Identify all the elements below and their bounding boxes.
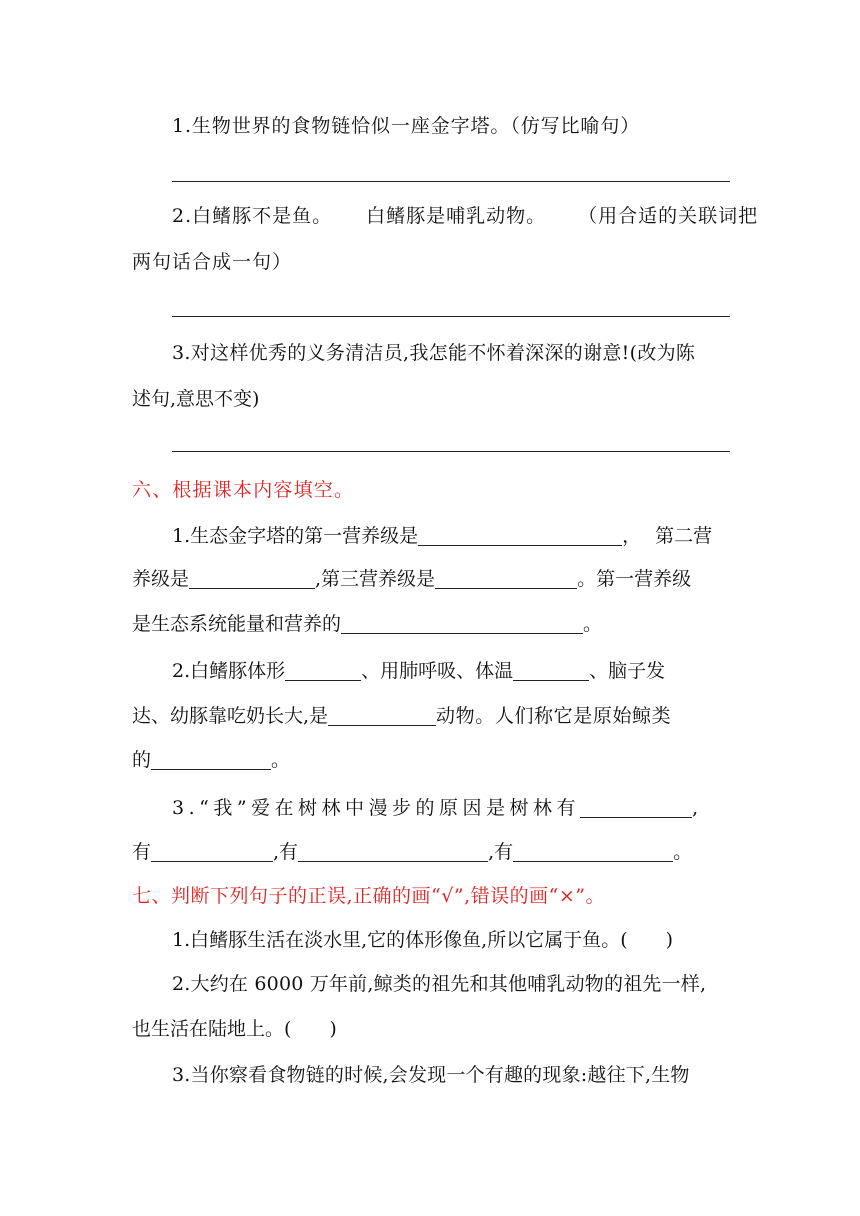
question-5-3-continued: 述句,意思不变) <box>132 388 260 410</box>
question-6-1 <box>172 524 712 548</box>
question-5-2 <box>172 204 758 228</box>
blank-body-shape[interactable] <box>285 660 361 681</box>
q6-1-text-b: ， <box>622 525 642 547</box>
q6-1-text-h: 。 <box>583 613 603 635</box>
question-5-2-part2: 白鳍豚是哺乳动物。 <box>366 205 547 227</box>
section-6-heading: 六、根据课本内容填空。 <box>132 479 355 501</box>
q6-2-text-a: 2.白鳍豚体形 <box>172 660 286 682</box>
q6-3-text-a: 3.“我”爱在树林中漫步的原因是树林有 <box>172 797 581 819</box>
question-5-2-part3: （用合适的关联词把 <box>578 205 759 227</box>
blank-forest-reason-1[interactable] <box>580 797 692 818</box>
q6-1-text-c: 第二营 <box>655 525 713 547</box>
question-6-3-line2 <box>132 840 692 864</box>
q6-3-text-c: 有 <box>132 841 152 863</box>
blank-body-temperature[interactable] <box>513 660 589 681</box>
answer-line-5-1[interactable] <box>172 181 730 182</box>
blank-third-level[interactable] <box>435 568 577 589</box>
q6-1-text-g: 是生态系统能量和营养的 <box>132 613 342 635</box>
q6-1-text-a: 1.生态金字塔的第一营养级是 <box>172 525 419 547</box>
q6-2-text-b: 、用肺呼吸、体温 <box>361 660 514 682</box>
question-6-2 <box>172 659 665 683</box>
blank-whale-descriptor[interactable] <box>151 749 271 770</box>
question-5-1: 1.生物世界的食物链恰似一座金字塔。（仿写比喻句） <box>172 115 641 137</box>
question-5-2-continued: 两句话合成一句） <box>132 251 293 273</box>
blank-forest-reason-3[interactable] <box>298 841 488 862</box>
answer-line-5-3[interactable] <box>172 451 730 452</box>
question-6-2-line2 <box>132 704 671 728</box>
question-6-2-line3 <box>132 748 290 772</box>
blank-second-level[interactable] <box>189 568 315 589</box>
q6-1-text-d: 养级是 <box>132 568 190 590</box>
question-7-3: 3.当你察看食物链的时候,会发现一个有趣的现象:越往下,生物 <box>172 1064 690 1086</box>
answer-line-5-2[interactable] <box>172 316 730 317</box>
blank-energy-source[interactable] <box>341 613 583 634</box>
question-6-3 <box>172 796 698 820</box>
q6-2-text-e: 动物。人们称它是原始鲸类 <box>436 705 672 727</box>
q6-2-text-c: 、脑子发 <box>589 660 666 682</box>
question-5-3: 3.对这样优秀的义务清洁员,我怎能不怀着深深的谢意!(改为陈 <box>172 342 696 364</box>
blank-animal-type[interactable] <box>328 705 436 726</box>
q6-2-text-g: 。 <box>271 749 291 771</box>
q6-3-text-d: ,有 <box>273 841 299 863</box>
q6-3-text-f: 。 <box>673 841 693 863</box>
q6-1-text-f: 。第一营养级 <box>577 568 692 590</box>
question-7-2: 2.大约在 6000 万年前,鲸类的祖先和其他哺乳动物的祖先一样, <box>172 973 707 995</box>
q6-2-text-f: 的 <box>132 749 152 771</box>
question-6-1-line3 <box>132 612 602 636</box>
question-7-1: 1.白鳍豚生活在淡水里,它的体形像鱼,所以它属于鱼。( ) <box>172 929 674 951</box>
q6-3-text-b: , <box>692 797 699 819</box>
q6-2-text-d: 达、幼豚靠吃奶长大,是 <box>132 705 329 727</box>
section-7-heading: 七、判断下列句子的正误,正确的画“√”,错误的画“×”。 <box>132 885 605 907</box>
blank-first-level[interactable] <box>418 525 622 546</box>
q6-1-text-e: ,第三营养级是 <box>315 568 436 590</box>
question-6-1-line2 <box>132 567 691 591</box>
blank-forest-reason-2[interactable] <box>151 841 273 862</box>
question-5-2-part1: 2.白鳍豚不是鱼。 <box>172 205 333 227</box>
q6-3-text-e: ,有 <box>488 841 514 863</box>
question-7-2-continued: 也生活在陆地上。( ) <box>132 1018 337 1040</box>
blank-forest-reason-4[interactable] <box>513 841 673 862</box>
